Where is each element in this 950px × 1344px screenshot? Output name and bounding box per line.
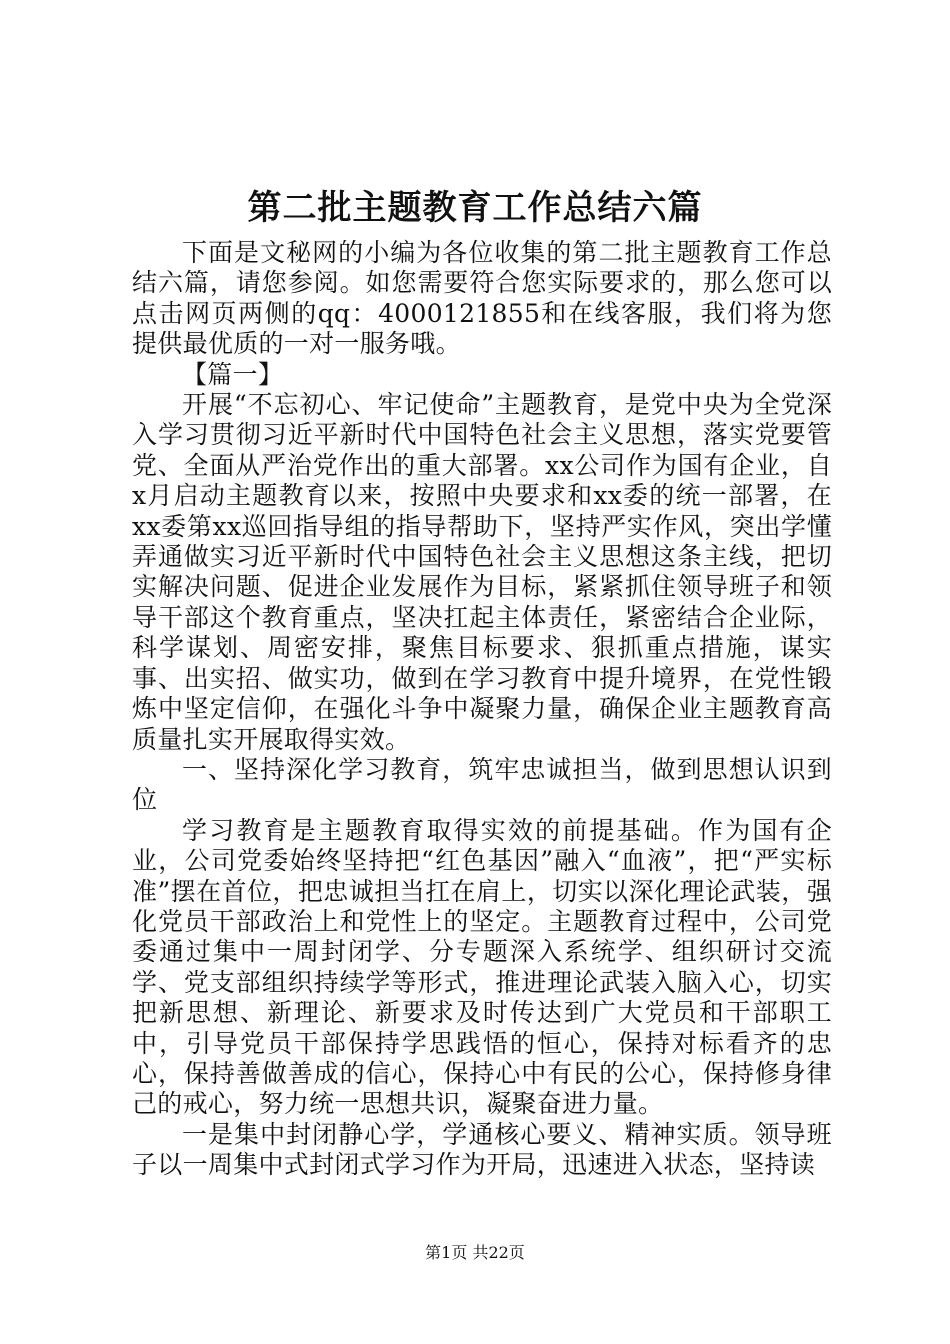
page-number-footer: 第1页 共22页	[425, 1243, 525, 1262]
body-paragraph: 一是集中封闭静心学，学通核心要义、精神实质。领导班子以一周集中式封闭式学习作为开局，迅速进入状态，坚持读	[132, 1119, 832, 1180]
body-paragraph: 开展“不忘初心、牢记使命”主题教育，是党中央为全党深入学习贯彻习近平新时代中国特色社会主义思想，落实党要管党、全面从严治党作出的重大部署。xx公司作为国有企业，自x月启动主题教育以来，按照中央要求和xx委的统一部署，在xx委第xx巡回指导组的指导帮助下，坚持严实作风，突出学懂弄通做实习近平新时代中国特色社会主义思想这条主线，把切实解决问题、促进企业发展作为目标，紧紧抓住领导班子和领导干部这个教育重点，坚决扛起主体责任，紧密结合企业际，科学谋划、周密安排，聚焦目标要求、狠抓重点措施，谋实事、出实招、做实功，做到在学习教育中提升境界，在党性锻炼中坚定信仰，在强化斗争中凝聚力量，确保企业主题教育高质量扎实开展取得实效。	[132, 390, 832, 754]
document-title: 第二批主题教育工作总结六篇	[247, 188, 703, 228]
intro-paragraph: 下面是文秘网的小编为各位收集的第二批主题教育工作总结六篇，请您参阅。如您需要符合您实际要求的，那么您可以点击网页两侧的qq：4000121855和在线客服，我们将为您提供最优质的一对一服务哦。	[132, 238, 832, 359]
section-heading: 一、坚持深化学习教育，筑牢忠诚担当，做到思想认识到位	[132, 754, 832, 815]
section-heading-part-one: 【篇一】	[182, 359, 284, 389]
body-paragraph: 学习教育是主题教育取得实效的前提基础。作为国有企业，公司党委始终坚持把“红色基因”融入“血液”，把“严实标准”摆在首位，把忠诚担当扛在肩上，切实以深化理论武装，强化党员干部政治上和党性上的坚定。主题教育过程中，公司党委通过集中一周封闭学、分专题深入系统学、组织研讨交流学、党支部组织持续学等形式，推进理论武装入脑入心，切实把新思想、新理论、新要求及时传达到广大党员和干部职工中，引导党员干部保持学思践悟的恒心，保持对标看齐的忠心，保持善做善成的信心，保持心中有民的公心，保持修身律己的戒心，努力统一思想共识，凝聚奋进力量。	[132, 815, 832, 1119]
document-body	[132, 238, 832, 1181]
